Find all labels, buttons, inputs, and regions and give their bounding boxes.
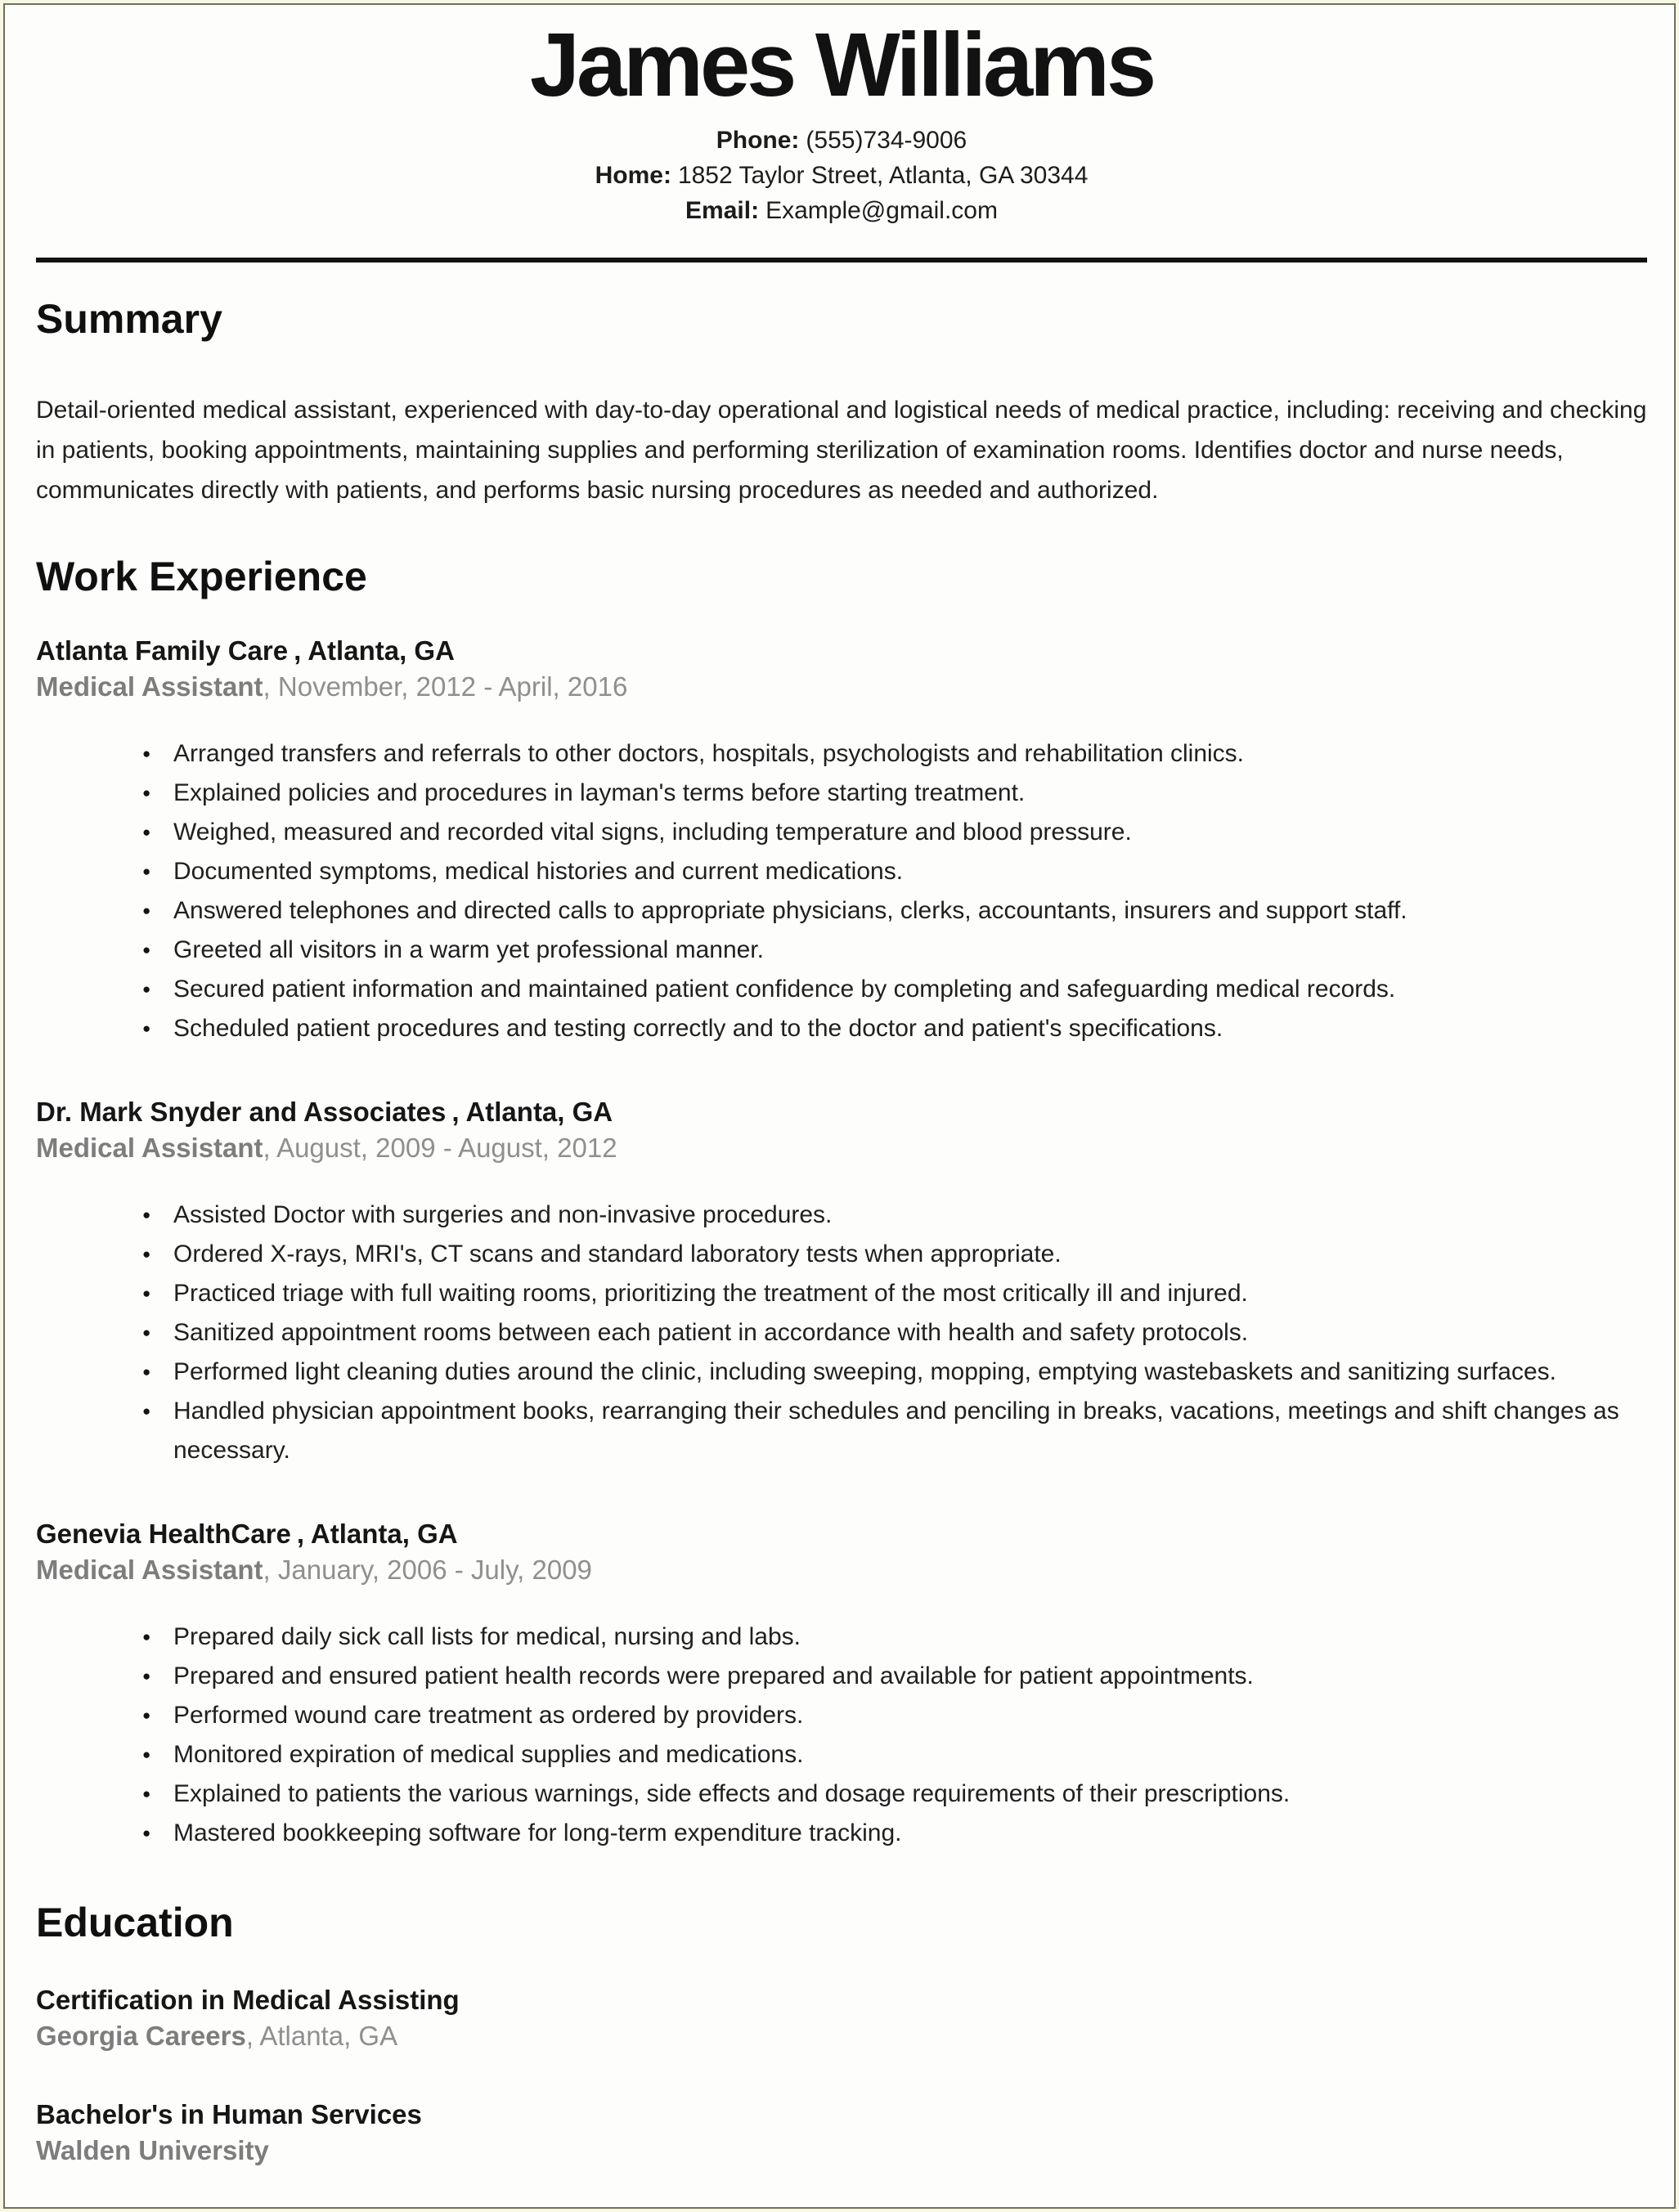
employer-location: , Atlanta, GA: [451, 1097, 613, 1127]
home-value: 1852 Taylor Street, Atlanta, GA 30344: [677, 162, 1089, 189]
job-bullet-list: [36, 1617, 1647, 1853]
bullet-item: ● Prepared daily sick call lists for medical, nursing and labs.: [142, 1617, 1647, 1657]
education-entry: [36, 2097, 1647, 2169]
job-bullet-list: [36, 734, 1647, 1048]
degree-title: Certification in Medical Assisting: [36, 1985, 460, 2015]
bullet-item: ● Performed light cleaning duties around the clinic, including sweeping, mopping, emptying wastebaskets and sanitizing surfaces.: [142, 1353, 1647, 1392]
bullet-item: ● Explained policies and procedures in layman's terms before starting treatment.: [142, 774, 1647, 813]
employer-name: Genevia HealthCare: [36, 1519, 291, 1549]
job-employer-line: [36, 1094, 1647, 1130]
bullet-item: ● Weighed, measured and recorded vital signs, including temperature and blood pressure.: [142, 813, 1647, 852]
bullet-item: ● Greeted all visitors in a warm yet professional manner.: [142, 931, 1647, 970]
summary-text: Detail-oriented medical assistant, experienced with day-to-day operational and logistical needs of medical practice, including: receiving and checking in patients, booking appointments, maintaining supplies and performing sterilization of examination rooms. Identifies doctor and nurse needs, communicates directly with patients, and performs basic nursing procedures as needed and authorized.: [36, 397, 1647, 504]
header-divider: [36, 258, 1647, 262]
job-role-line: [36, 669, 1647, 705]
email-value: Example@gmail.com: [765, 197, 998, 224]
job-dates: , November, 2012 - April, 2016: [263, 671, 628, 702]
employer-name: Atlanta Family Care: [36, 635, 289, 666]
job-entry: [36, 1094, 1647, 1470]
bullet-item: ● Scheduled patient procedures and testing correctly and to the doctor and patient's specifications.: [142, 1009, 1647, 1048]
employer-location: , Atlanta, GA: [296, 1519, 458, 1549]
education-heading: Education: [36, 1900, 234, 1945]
contact-home-line: [36, 158, 1647, 193]
school-location: , Atlanta, GA: [245, 2021, 398, 2051]
job-dates: , January, 2006 - July, 2009: [263, 1555, 592, 1585]
contact-phone-line: [36, 123, 1647, 158]
page-title: James Williams: [529, 15, 1154, 115]
section-education: [36, 1899, 1647, 2169]
work-experience-heading: Work Experience: [36, 554, 367, 599]
phone-label: Phone:: [716, 127, 800, 154]
job-employer-line: [36, 1516, 1647, 1552]
home-label: Home:: [595, 162, 671, 189]
bullet-item: ● Monitored expiration of medical supplies and medications.: [142, 1735, 1647, 1775]
bullet-item: ● Performed wound care treatment as ordered by providers.: [142, 1696, 1647, 1735]
employer-location: , Atlanta, GA: [294, 635, 455, 666]
bullet-item: ● Mastered bookkeeping software for long-term expenditure tracking.: [142, 1814, 1647, 1853]
job-role-line: [36, 1552, 1647, 1588]
employer-name: Dr. Mark Snyder and Associates: [36, 1097, 447, 1127]
section-summary: [36, 295, 1647, 510]
bullet-item: ● Sanitized appointment rooms between each patient in accordance with health and safety protocols.: [142, 1313, 1647, 1353]
school-line: [36, 2133, 1647, 2169]
bullet-item: ● Handled physician appointment books, rearranging their schedules and penciling in breaks, vacations, meetings and shift changes as necessary.: [142, 1392, 1647, 1470]
job-role: Medical Assistant: [36, 1555, 263, 1585]
job-role-line: [36, 1130, 1647, 1166]
bullet-item: ● Arranged transfers and referrals to other doctors, hospitals, psychologists and rehabilitation clinics.: [142, 734, 1647, 774]
resume-page: [3, 3, 1676, 2209]
job-bullet-list: [36, 1196, 1647, 1470]
job-dates: , August, 2009 - August, 2012: [263, 1133, 617, 1163]
contact-block: [36, 123, 1647, 228]
job-entry: [36, 633, 1647, 1048]
section-work-experience: [36, 553, 1647, 1853]
bullet-item: ● Practiced triage with full waiting rooms, prioritizing the treatment of the most critically ill and injured.: [142, 1274, 1647, 1313]
job-role: Medical Assistant: [36, 1133, 263, 1163]
contact-email-line: [36, 193, 1647, 228]
degree-title: Bachelor's in Human Services: [36, 2099, 422, 2129]
bullet-item: ● Secured patient information and maintained patient confidence by completing and safeguarding medical records.: [142, 970, 1647, 1009]
school-name: Walden University: [36, 2135, 269, 2165]
resume-header: [36, 16, 1647, 228]
bullet-item: ● Assisted Doctor with surgeries and non-invasive procedures.: [142, 1196, 1647, 1235]
bullet-item: ● Prepared and ensured patient health records were prepared and available for patient appointments.: [142, 1657, 1647, 1696]
bullet-item: ● Ordered X-rays, MRI's, CT scans and standard laboratory tests when appropriate.: [142, 1235, 1647, 1274]
email-label: Email:: [685, 197, 760, 224]
bullet-item: ● Documented symptoms, medical histories and current medications.: [142, 852, 1647, 891]
phone-value: (555)734-9006: [806, 127, 967, 154]
bullet-item: ● Answered telephones and directed calls to appropriate physicians, clerks, accountants, insurers and support staff.: [142, 891, 1647, 931]
job-role: Medical Assistant: [36, 671, 263, 702]
bullet-item: ● Explained to patients the various warnings, side effects and dosage requirements of their prescriptions.: [142, 1775, 1647, 1814]
education-entry: [36, 1982, 1647, 2054]
school-name: Georgia Careers: [36, 2021, 246, 2051]
job-entry: [36, 1516, 1647, 1853]
school-line: [36, 2018, 1647, 2054]
summary-heading: Summary: [36, 296, 222, 342]
job-employer-line: [36, 633, 1647, 669]
